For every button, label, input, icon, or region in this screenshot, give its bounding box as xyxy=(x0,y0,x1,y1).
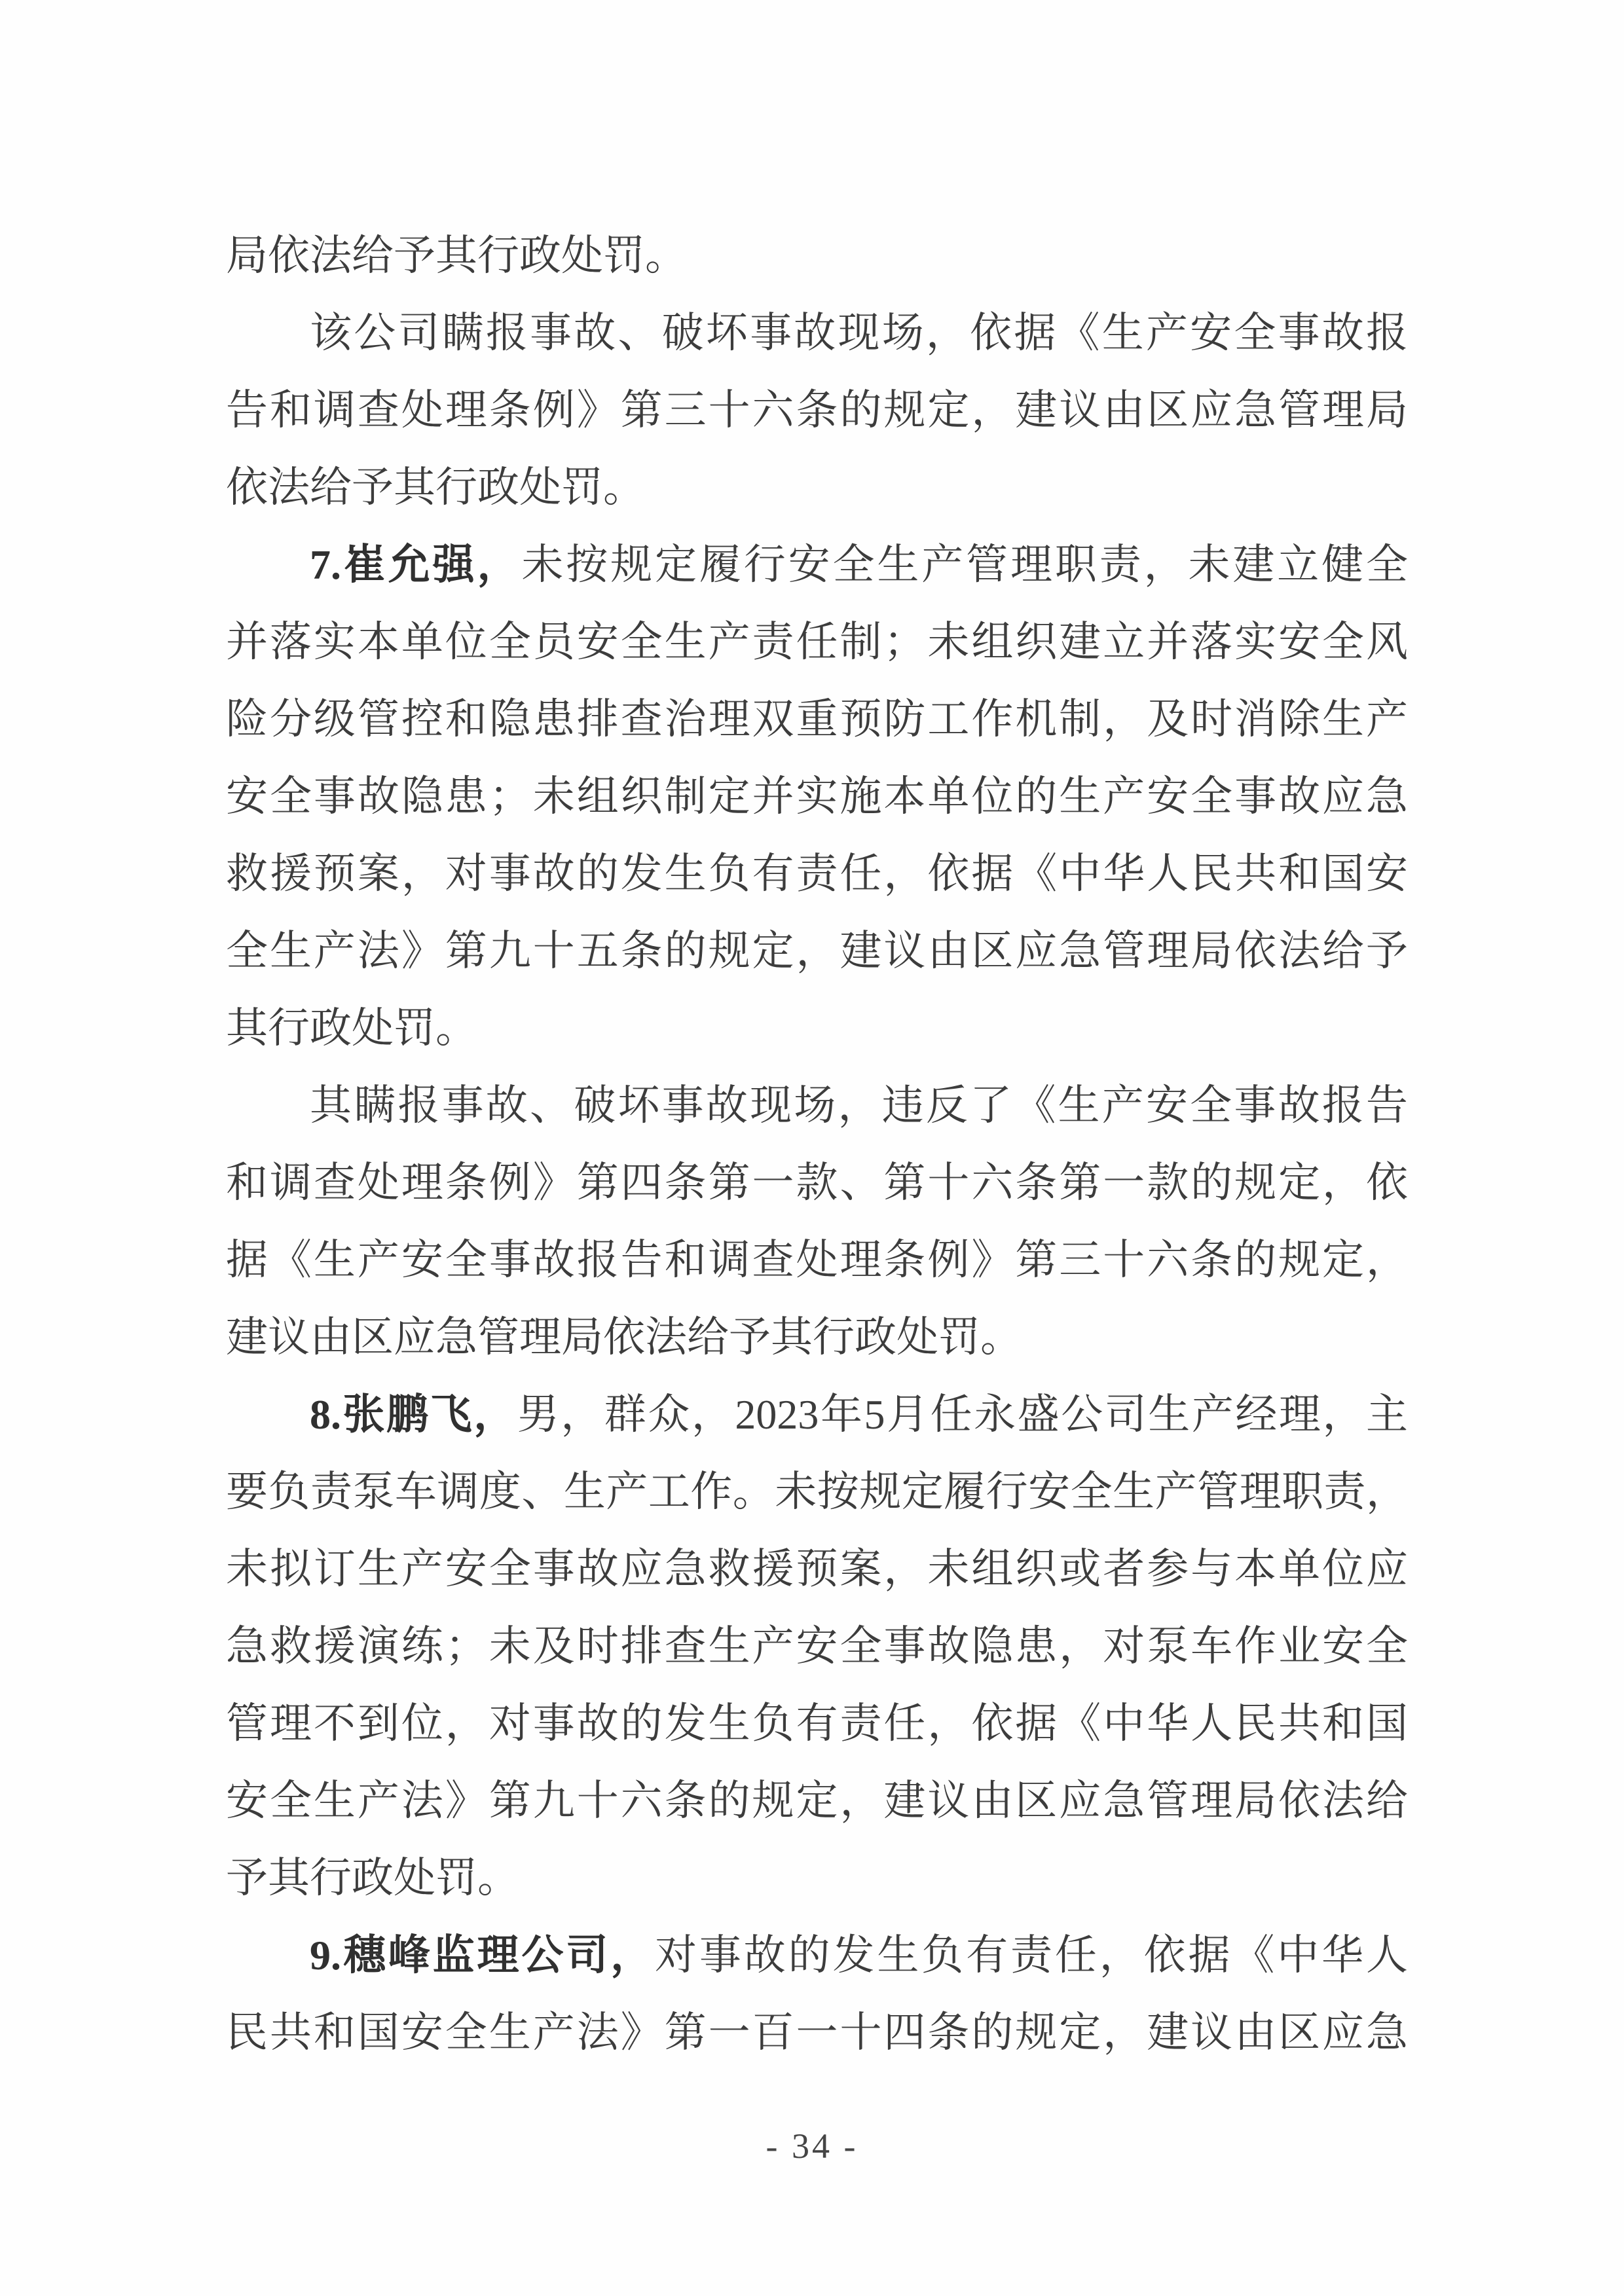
page-number: - 34 - xyxy=(766,2126,858,2166)
text-segment: 安全事故隐患；未组织制定并实施本单位的生产安全事故应急 xyxy=(226,773,1408,820)
text-segment: 安全生产法》第九十六条的规定，建议由区应急管理局依法给 xyxy=(226,1777,1408,1824)
text-line xyxy=(226,913,1408,990)
text-line xyxy=(226,990,1408,1067)
text-line xyxy=(226,1762,1408,1840)
document-body xyxy=(226,217,1408,2071)
text-segment: 建议由区应急管理局依法给予其行政处罚。 xyxy=(226,1314,1022,1360)
text-segment: 据《生产安全事故报告和调查处理条例》第三十六条的规定， xyxy=(226,1237,1408,1283)
text-segment: 男，群众，2023年5月任永盛公司生产经理，主 xyxy=(517,1391,1409,1438)
text-segment: 告和调查处理条例》第三十六条的规定，建议由区应急管理局 xyxy=(226,387,1408,433)
text-line xyxy=(226,758,1408,835)
text-segment: 局依法给予其行政处罚。 xyxy=(226,232,687,279)
text-segment: 未拟订生产安全事故应急救援预案，未组织或者参与本单位应 xyxy=(226,1546,1408,1592)
text-line xyxy=(226,1376,1408,1453)
text-line xyxy=(226,217,1408,295)
text-segment: 全生产法》第九十五条的规定，建议由区应急管理局依法给予 xyxy=(226,928,1408,974)
text-segment: 民共和国安全生产法》第一百一十四条的规定，建议由区应急 xyxy=(226,2009,1408,2056)
text-line xyxy=(226,1917,1408,1994)
text-segment: 并落实本单位全员安全生产责任制；未组织建立并落实安全风 xyxy=(226,619,1408,665)
text-line xyxy=(226,1067,1408,1144)
text-line xyxy=(226,835,1408,913)
text-line xyxy=(226,681,1408,758)
text-line xyxy=(226,604,1408,681)
text-line xyxy=(226,372,1408,449)
text-line xyxy=(226,1453,1408,1531)
text-line xyxy=(226,1608,1408,1685)
text-segment: 该公司瞒报事故、破坏事故现场，依据《生产安全事故报 xyxy=(310,310,1408,356)
text-segment-bold: 8.张鹏飞， xyxy=(310,1391,517,1438)
text-line xyxy=(226,1840,1408,1917)
text-segment-bold: 9.穗峰监理公司， xyxy=(310,1932,655,1978)
text-line xyxy=(226,1685,1408,1762)
text-segment: 要负责泵车调度、生产工作。未按规定履行安全生产管理职责， xyxy=(226,1468,1408,1515)
text-segment: 和调查处理条例》第四条第一款、第十六条第一款的规定，依 xyxy=(226,1159,1408,1206)
text-line xyxy=(226,449,1408,526)
text-segment: 其瞒报事故、破坏事故现场，违反了《生产安全事故报告 xyxy=(310,1082,1408,1129)
text-line xyxy=(226,1994,1408,2071)
text-segment: 救援预案，对事故的发生负有责任，依据《中华人民共和国安 xyxy=(226,850,1408,897)
page-footer xyxy=(0,2120,1624,2172)
text-segment: 依法给予其行政处罚。 xyxy=(226,464,645,511)
text-line xyxy=(226,1299,1408,1376)
text-segment: 急救援演练；未及时排查生产安全事故隐患，对泵车作业安全 xyxy=(226,1623,1408,1669)
text-line xyxy=(226,526,1408,604)
text-line xyxy=(226,1144,1408,1222)
text-line xyxy=(226,1222,1408,1299)
text-segment: 未按规定履行安全生产管理职责，未建立健全 xyxy=(521,541,1408,588)
text-segment: 管理不到位，对事故的发生负有责任，依据《中华人民共和国 xyxy=(226,1700,1408,1747)
text-segment: 险分级管控和隐患排查治理双重预防工作机制，及时消除生产 xyxy=(226,696,1408,742)
text-line xyxy=(226,295,1408,372)
text-segment: 予其行政处罚。 xyxy=(226,1855,519,1901)
text-segment-bold: 7.崔允强， xyxy=(310,541,522,588)
text-segment: 其行政处罚。 xyxy=(226,1005,477,1051)
text-segment: 对事故的发生负有责任，依据《中华人 xyxy=(655,1932,1408,1978)
text-line xyxy=(226,1531,1408,1608)
